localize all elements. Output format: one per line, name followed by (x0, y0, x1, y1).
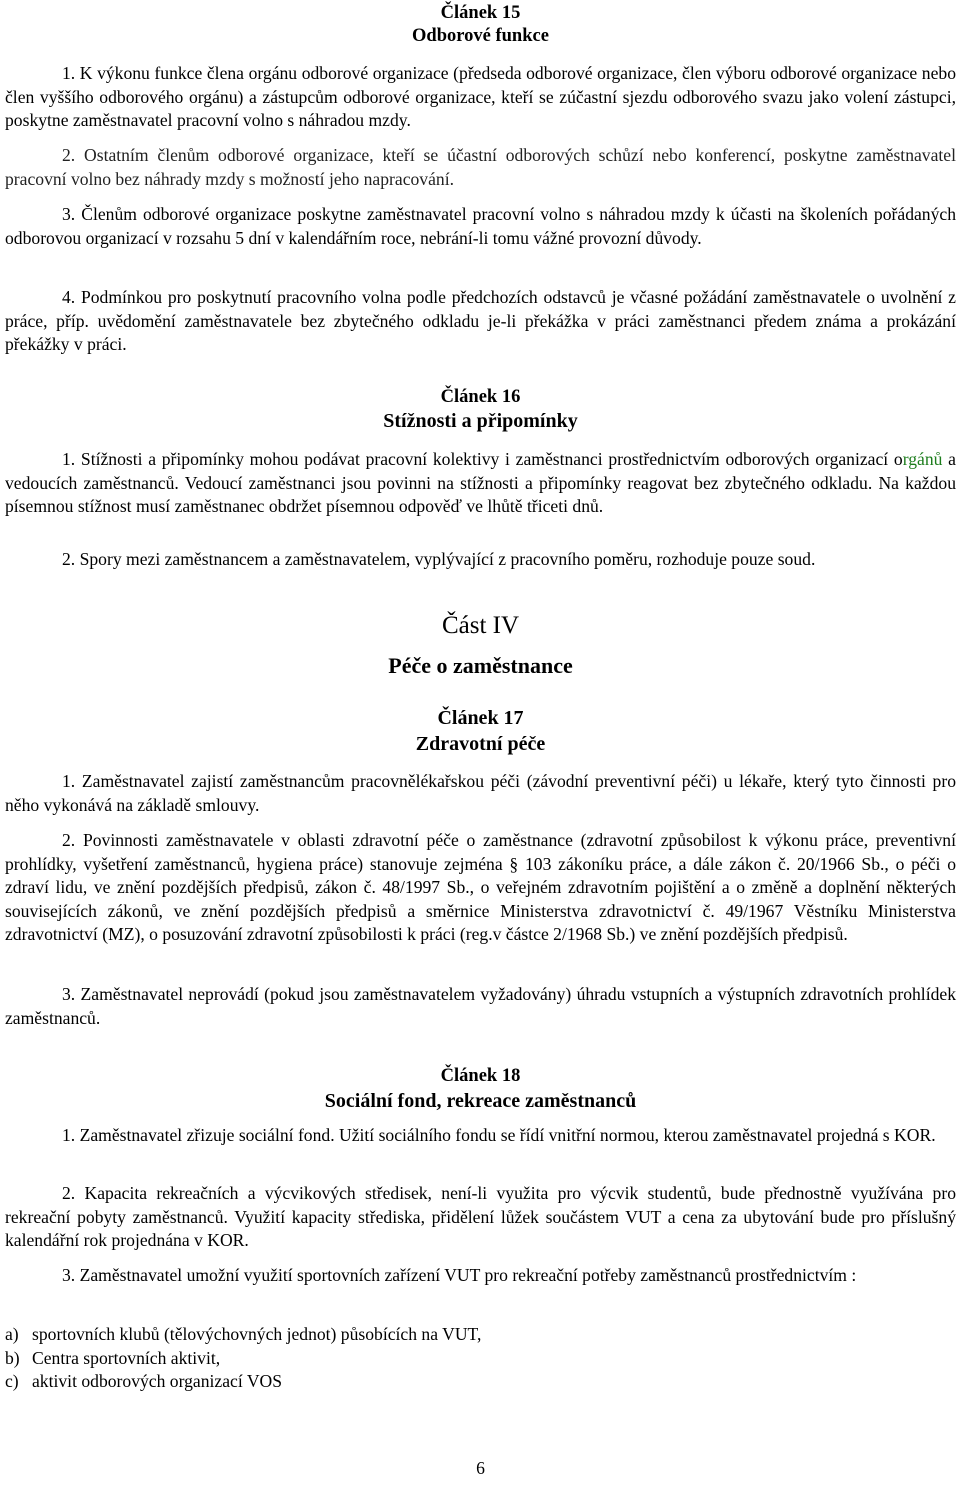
article-16-paragraph-2: 2. Spory mezi zaměstnancem a zaměstnavatelem, vyplývající z pracovního poměru, rozhoduje pouze soud. (62, 549, 816, 569)
article-16-paragraph-1-end: a vedoucích zaměstnanců. Vedoucí zaměstnanci jsou povinni na stížnosti a připomínky reagovat bez zbytečného odkladu. Na každou písemnou stížnost musí zaměstnanec obdržet písemnou odpověď ve lhůtě třiceti dnů. (5, 449, 956, 516)
page-number: 6 (476, 1458, 485, 1478)
article-18-paragraph-2: 2. Kapacita rekreačních a výcvikových středisek, není-li využita pro výcvik studentů, bude přednostně využívána pro rekreační pobyty zaměstnanců. Využití kapacity střediska, přidělení lůžek součástem VUT a cena za ubytování bude pro příslušný kalendářní rok projednána v KOR. (5, 1183, 956, 1250)
article-15-heading: Článek 15 (440, 3, 521, 23)
article-15-paragraph-4: 4. Podmínkou pro poskytnutí pracovního volna podle předchozích odstavců je včasné požádání zaměstnavatele o uvolnění z práce, příp. uvědomění zaměstnavatele bez zbytečného odkladu je-li překážka v práci zaměstnanci předem známa a prokázání překážky v práci. (5, 287, 956, 354)
list-item-letter: b) (5, 1347, 20, 1368)
article-17-paragraph-3: 3. Zaměstnavatel neprovádí (pokud jsou zaměstnavatelem vyžadovány) úhradu vstupních a výstupních zdravotních prohlídek zaměstnanců. (5, 984, 956, 1028)
article-18-title: Sociální fond, rekreace zaměstnanců (324, 1090, 637, 1112)
list-item (5, 1370, 956, 1394)
article-17-title: Zdravotní péče (415, 733, 546, 755)
article-18-paragraph-1: 1. Zaměstnavatel zřizuje sociální fond. Užití sociálního fondu se řídí vnitřní normou, kterou zaměstnavatel projedná s KOR. (62, 1125, 936, 1145)
list-item-text: aktivit odborových organizací VOS (32, 1371, 283, 1391)
article-18-heading: Článek 18 (440, 1066, 521, 1086)
list-item-text: Centra sportovních aktivit, (32, 1347, 221, 1368)
list-item-letter: c) (5, 1371, 19, 1391)
article-17-paragraph-1: 1. Zaměstnavatel zajistí zaměstnancům pracovnělékařskou péči (závodní preventivní péči) u lékaře, který tyto činnosti pro něho vykonává na základě smlouvy. (5, 771, 956, 815)
list-item (5, 1323, 956, 1347)
list-item-letter: a) (5, 1324, 19, 1344)
article-16-paragraph-1 (5, 448, 956, 519)
article-16-paragraph-1-highlight: rgánů (902, 449, 943, 469)
article-15-paragraph-2: 2. Ostatním členům odborové organizace, kteří se účastní odborových schůzí nebo konferencí, poskytne zaměstnavatel pracovní volno bez náhrady mzdy s možností jeho napracování. (5, 145, 956, 189)
article-16-heading: Článek 16 (440, 387, 521, 407)
article-15-title: Odborové funkce (412, 26, 549, 46)
article-18-paragraph-3: 3. Zaměstnavatel umožní využití sportovních zařízení VUT pro rekreační potřeby zaměstnanců prostřednictvím : (62, 1265, 857, 1285)
part-4-title: Péče o zaměstnance (388, 653, 573, 678)
list-item-text: sportovních klubů (tělovýchovných jednot) působících na VUT, (32, 1324, 482, 1344)
article-15-paragraph-3: 3. Členům odborové organizace poskytne zaměstnavatel pracovní volno s náhradou mzdy k účasti na školeních pořádaných odborovou organizací v rozsahu 5 dní v kalendářním roce, nebrání-li tomu vážné provozní důvody. (5, 204, 956, 248)
article-17-paragraph-2: 2. Povinnosti zaměstnavatele v oblasti zdravotní péče o zaměstnance (zdravotní způsobilost k výkonu práce, preventivní prohlídky, vyšetření zaměstnanců, hygiena práce) stanovuje zejména § 103 zákoníku práce, a dále zákon č. 20/1966 Sb., o péči o zdraví lidu, ve znění pozdějších předpisů, zákon č. 48/1997 Sb., o veřejném zdravotním pojištění a o změně a doplnění některých souvisejících zákonů, ve znění pozdějších předpisů a směrnice Ministerstva zdravotnictví č. 49/1967 Věstníku Ministerstva zdravotnictví (MZ), o posuzování zdravotní způsobilosti k práci (reg.v částce 2/1968 Sb.) ve znění pozdějších předpisů. (5, 830, 956, 944)
article-15-paragraph-1: 1. K výkonu funkce člena orgánu odborové organizace (předseda odborové organizace, člen výboru odborové organizace nebo člen vyššího odborového orgánu) a zástupcům odborové organizace, kteří se zúčastní sjezdu odborového svazu jako volení zástupci, poskytne zaměstnavatel pracovní volno s náhradou mzdy. (5, 63, 956, 130)
article-17-heading: Článek 17 (437, 707, 524, 729)
sports-facilities-list (5, 1323, 956, 1394)
article-16-paragraph-1-start: 1. Stížnosti a připomínky mohou podávat pracovní kolektivy i zaměstnanci prostřednictvím odborových organizací o (62, 449, 903, 469)
part-4-heading: Část IV (441, 612, 520, 639)
article-16-title: Stížnosti a připomínky (383, 410, 578, 432)
list-item (5, 1347, 956, 1371)
